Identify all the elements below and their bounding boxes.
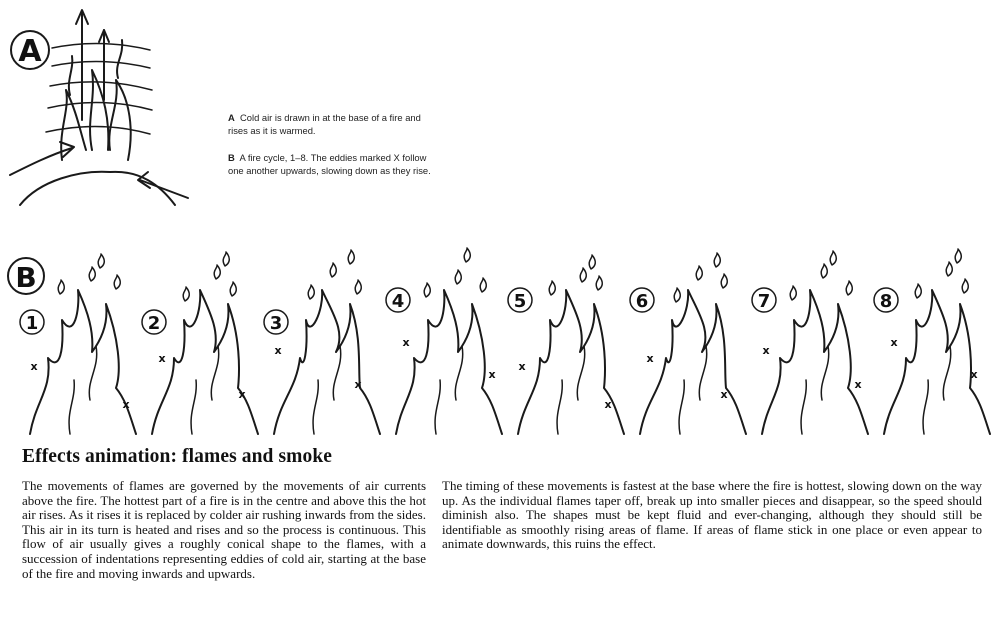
flame-fragment [946,262,952,276]
flame-tongue [699,346,706,400]
figure-a-caption [228,112,443,137]
flame-tongue [313,380,318,434]
flame-outline [518,290,624,434]
fire-frame-2 [142,252,258,434]
fire-cycle-frames [20,248,990,434]
flame-fragment [580,268,586,282]
flame-fragment [424,283,430,297]
flame-outline [640,290,746,434]
flame-fragment [455,270,461,284]
flame-fragment [223,252,229,266]
flame-fragment [355,280,361,294]
figure-b-caption-text: A fire cycle, 1–8. The eddies marked X follow one another upwards, slowing down as they rise. [228,152,431,176]
flame-fragment [589,255,595,269]
flame-fragment [89,267,95,281]
fire-base [20,172,175,205]
flame-fragment [674,288,680,302]
flame-fragment [183,287,189,301]
article-paragraph-left: The movements of flames are governed by the movements of air currents above the fire. The hottest part of a fire is in the centre and above this the hot air rises. As it rises it is replaced by colder air rushing inwards from the sides. This air in its turn is heated and rises and so the process is continuous. This flow of air usually gives a roughly conical shape to the flames, with a succession of indentations representing eddies of cold air, starting at the base of the fire and moving inwards and upwards. [22,478,426,581]
eddy-marker: x [354,378,362,391]
flame-fragment [721,274,727,288]
figure-a-caption-text: Cold air is drawn in at the base of a fire and rises as it is warmed. [228,112,421,136]
eddy-marker: x [646,352,654,365]
article-paragraph-right: The timing of these movements is fastest at the base where the fire is hottest, slowing down on the way up. As the individual flames taper off, break up into smaller pieces and disappear, so the speed should diminish also. The shapes must be kept fluid and ever-changing, although they should still be identifiable as smoothly rising areas of flame. If areas of flame stick in one place or even appear to animate downwards, this ruins the effect. [442,478,982,552]
flame-outline [396,290,502,434]
flame-tongue [455,346,462,400]
flame-tongue [69,380,74,434]
frame-number: 2 [147,313,161,334]
flame-fragment [98,254,104,268]
flame-fragment [714,253,720,267]
flame-outline [152,290,258,434]
flame-outline [884,290,990,434]
eddy-marker: x [604,398,612,411]
figure-a-label: A [18,34,42,69]
flame-fragment [549,281,555,295]
flame-tongue [679,380,684,434]
eddy-marker: x [720,388,728,401]
flame-tongue [211,346,218,400]
flame-tongue [821,346,828,400]
flame-outline [762,290,868,434]
flame-outline [30,290,136,434]
eddy-marker: x [30,360,38,373]
frame-number: 5 [513,291,527,312]
flame-fragment [464,248,470,262]
frame-number: 8 [879,291,893,312]
flame-tongue [89,346,96,400]
flame-fragment [596,276,602,290]
flame-fragment [480,278,486,292]
flame-fragment [348,250,354,264]
frame-number: 1 [25,313,39,334]
flame-fragment [114,275,120,289]
frame-number: 4 [391,291,405,312]
article-heading: Effects animation: flames and smoke [22,446,333,467]
eddy-marker: x [890,336,898,349]
figure-b-label: B [15,261,37,294]
flame-tongue [577,346,584,400]
flame-tongue [191,380,196,434]
flame-tongue [923,380,928,434]
eddy-marker: x [402,336,410,349]
flame-fragment [214,265,220,279]
flame-fragment [915,284,921,298]
fire-frame-7 [752,251,868,434]
eddy-marker: x [238,388,246,401]
figure-b-caption [228,152,443,177]
fire-frame-6 [630,253,746,434]
eddy-marker: x [970,368,978,381]
frame-number: 7 [757,291,771,312]
flame-tongue [435,380,440,434]
flame-tongue [943,346,950,400]
flame-fragment [308,285,314,299]
fire-frame-3 [264,250,380,434]
flame-tongue [333,346,340,400]
eddy-marker: x [274,344,282,357]
flame-fragment [821,264,827,278]
fire-frame-4 [386,248,502,434]
fire-frame-8 [874,249,990,434]
flame-fragment [230,282,236,296]
flame-fragment [955,249,961,263]
flame-fragment [58,280,64,294]
fire-frame-5 [508,255,624,434]
flame-fragment [330,263,336,277]
eddy-marker: x [158,352,166,365]
figure-a-flames [61,40,131,160]
fire-frame-1 [20,254,136,434]
flame-fragment [696,266,702,280]
frame-number: 6 [635,291,649,312]
eddy-marker: x [762,344,770,357]
flame-tongue [557,380,562,434]
eddy-marker: x [854,378,862,391]
eddy-marker: x [518,360,526,373]
eddy-marker: x [488,368,496,381]
flame-fragment [790,286,796,300]
figure-b-caption-letter: B [228,152,235,163]
flame-fragment [830,251,836,265]
frame-number: 3 [269,313,283,334]
flame-fragment [846,281,852,295]
eddy-marker: x [122,398,130,411]
flame-outline [274,290,380,434]
figure-a-drawing [0,0,200,215]
flame-fragment [962,279,968,293]
figure-b-drawing [0,240,1000,440]
figure-a-caption-letter: A [228,112,235,123]
flame-tongue [801,380,806,434]
